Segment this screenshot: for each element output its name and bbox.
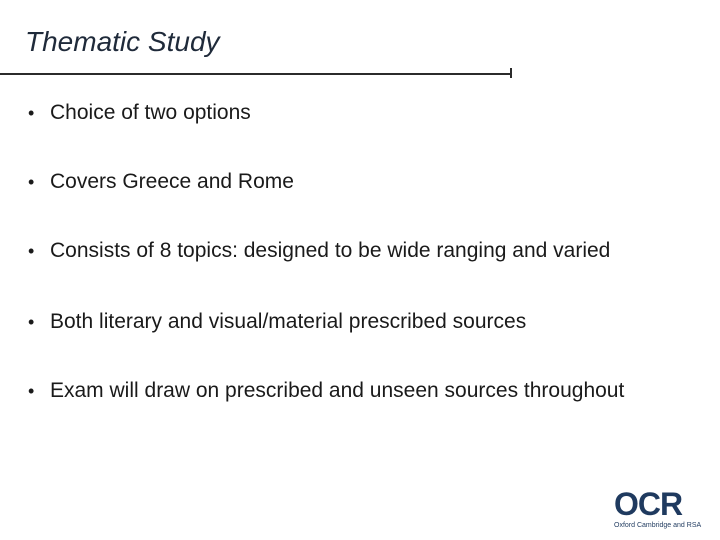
ocr-logo-tagline: Oxford Cambridge and RSA (614, 522, 702, 529)
bullet-text: Both literary and visual/material prescribed sources (50, 310, 527, 333)
title-underline-end-tick (510, 68, 512, 78)
bullet-item (28, 309, 698, 335)
bullet-item (28, 378, 628, 404)
bullet-item (28, 238, 698, 264)
ocr-logo (614, 488, 704, 532)
bullet-item (28, 100, 698, 126)
ocr-logo-wordmark: OCR (614, 486, 683, 522)
bullet-text: Consists of 8 topics: designed to be wide ranging and varied (50, 239, 611, 262)
bullet-text: Exam will draw on prescribed and unseen sources throughout (50, 379, 625, 402)
bullet-dot: • (28, 172, 35, 192)
bullet-text: Choice of two options (50, 101, 251, 124)
title-underline (0, 73, 512, 75)
slide-title: Thematic Study (25, 26, 220, 57)
bullet-dot: • (28, 312, 35, 332)
bullet-text: Covers Greece and Rome (50, 170, 294, 193)
bullet-item (28, 169, 698, 195)
bullet-dot: • (28, 103, 35, 123)
bullet-dot: • (28, 241, 35, 261)
bullet-dot: • (28, 381, 35, 401)
